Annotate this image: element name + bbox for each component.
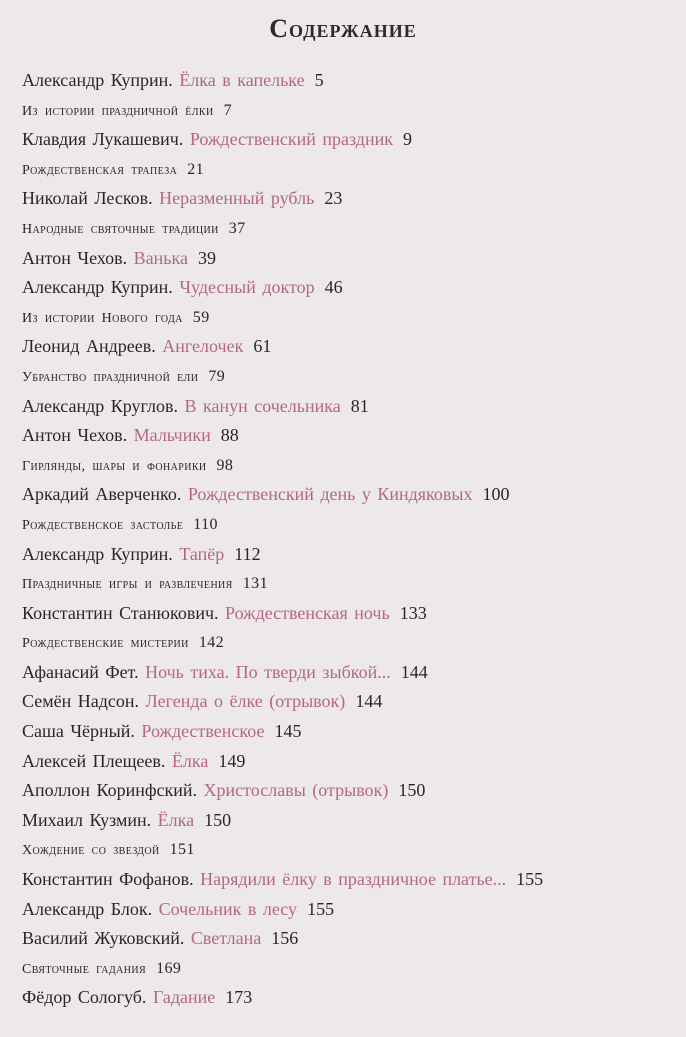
page-number: 5 [314,70,324,90]
toc-entry-section [22,155,672,185]
toc-entry-work [22,806,672,836]
author-name: Семён Надсон. [22,691,139,712]
toc-entry-work [22,273,672,303]
page-number: 79 [208,367,226,385]
page-number: 145 [274,721,302,742]
toc-entry-work [22,332,672,362]
page-number: 39 [197,247,216,268]
work-title: Мальчики [133,425,211,446]
page-number: 110 [193,515,218,533]
author-name: Афанасий Фет. [22,661,139,682]
toc-entry-section [22,628,672,658]
work-title: Ангелочек [162,336,244,357]
toc-entry-work [22,421,672,451]
author-name: Алексей Плещеев. [22,750,166,771]
page-number: 21 [187,160,205,178]
page-number: 144 [355,691,383,712]
author-name: Василий Жуковский. [22,928,185,949]
work-title: Рождественская ночь [225,602,390,623]
author-name: Александр Куприн. [22,70,173,90]
section-title: Рождественские мистерии [22,636,189,652]
work-title: Тапёр [179,543,225,564]
work-title: Ночь тиха. По тверди зыбкой... [145,661,391,682]
page-number: 169 [156,959,182,977]
work-title: Рождественское [141,721,265,742]
toc-entry-work [22,184,672,214]
toc-entry-section [22,451,672,481]
page-title: Содержание [269,14,417,43]
page-number: 112 [234,543,261,564]
section-title: Праздничные игры и развлечения [22,577,233,593]
toc-entry-section [22,954,672,984]
page-number: 173 [225,987,253,1008]
section-title: Из истории Нового года [22,310,183,326]
work-title: Гадание [152,987,216,1008]
page-number: 150 [204,809,232,830]
author-name: Александр Куприн. [22,543,173,564]
toc-entry-work [22,540,672,570]
work-title: Ванька [133,247,188,268]
work-title: Рождественский праздник [189,129,393,150]
work-title: Ёлка [171,750,209,771]
page-number: 155 [516,869,544,890]
author-name: Аполлон Коринфский. [22,780,198,801]
author-name: Александр Куприн. [22,277,173,298]
toc-entry-work [22,66,672,96]
work-title: Неразменный рубль [159,188,315,209]
toc-entry-work [22,747,672,777]
page-number: 23 [324,188,343,209]
toc-entry-work [22,983,672,1013]
author-name: Николай Лесков. [22,188,153,209]
toc-entry-work [22,599,672,629]
toc-entry-work [22,480,672,510]
work-title: Нарядили ёлку в праздничное платье... [200,869,507,890]
page-number: 9 [402,129,412,150]
toc-entry-work [22,392,672,422]
author-name: Аркадий Аверченко. [22,484,182,505]
page-number: 59 [192,308,210,326]
work-title: Христославы (отрывок) [203,780,389,801]
page-number: 142 [198,634,225,652]
author-name: Александр Блок. [22,898,153,919]
section-title: Убранство праздничной ели [22,369,199,385]
toc-entry-work [22,776,672,806]
author-name: Константин Станюкович. [22,602,219,623]
work-title: Рождественский день у Киндяковых [187,484,473,505]
author-name: Константин Фофанов. [22,869,194,890]
toc-entry-section [22,214,672,244]
page-number: 7 [223,101,233,119]
page-number: 61 [253,336,272,357]
page-number: 144 [400,661,428,682]
work-title: В канун сочельника [184,395,341,416]
section-title: Гирлянды, шары и фонарики [22,458,207,474]
work-title: Ёлка [157,809,195,830]
toc-entry-work [22,895,672,925]
work-title: Ёлка в капельке [179,70,305,90]
work-title: Легенда о ёлке (отрывок) [145,691,346,712]
section-title: Из истории праздничной ёлки [22,103,214,119]
page-number: 81 [350,395,369,416]
work-title: Чудесный доктор [179,277,315,298]
page-number: 131 [242,575,268,593]
author-name: Александр Круглов. [22,395,178,416]
section-title: Хождение со звездой [22,843,160,859]
section-title: Рождественская трапеза [22,162,178,178]
toc-entry-work [22,924,672,954]
page-number: 133 [399,602,427,623]
author-name: Антон Чехов. [22,247,128,268]
table-of-contents [22,66,672,1013]
page-number: 151 [169,841,195,859]
section-title: Рождественское застолье [22,517,184,533]
page-number: 37 [228,219,246,237]
toc-entry-section [22,96,672,126]
toc-entry-work [22,244,672,274]
work-title: Светлана [190,928,262,949]
toc-entry-work [22,687,672,717]
toc-entry-section [22,362,672,392]
toc-entry-work [22,717,672,747]
toc-entry-section [22,303,672,333]
section-title: Народные святочные традиции [22,221,219,237]
page-number: 156 [271,928,299,949]
toc-entry-section [22,835,672,865]
page-number: 46 [324,277,343,298]
toc-entry-section [22,510,672,540]
author-name: Саша Чёрный. [22,721,135,742]
toc-entry-work [22,865,672,895]
author-name: Михаил Кузмин. [22,809,152,830]
section-title: Святочные гадания [22,961,147,977]
author-name: Леонид Андреев. [22,336,156,357]
author-name: Антон Чехов. [22,425,128,446]
page-number: 150 [398,780,426,801]
page-number: 155 [307,898,335,919]
page-number: 98 [216,456,234,474]
page-number: 100 [482,484,510,505]
toc-entry-section [22,569,672,599]
toc-entry-work [22,125,672,155]
page-number: 149 [218,750,246,771]
page-number: 88 [220,425,239,446]
work-title: Сочельник в лесу [158,898,298,919]
author-name: Клавдия Лукашевич. [22,129,184,150]
toc-entry-work [22,658,672,688]
author-name: Фёдор Сологуб. [22,987,147,1008]
